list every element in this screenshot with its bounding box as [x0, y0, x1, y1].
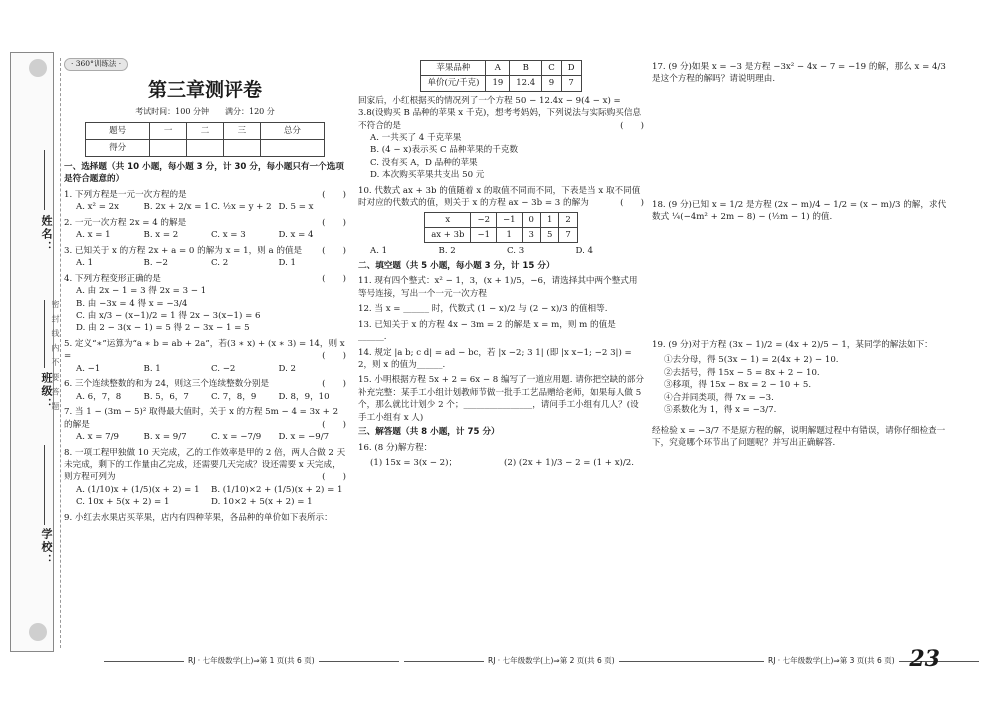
page-footer: RJ · 七年级数学(上)⇒第 3 页(共 6 页): [680, 655, 983, 666]
method-badge: · 360°训练法 ·: [64, 58, 128, 71]
question-5: 5. 定义“∗”运算为“a ∗ b = ab + 2a”，若(3 ∗ x) + (x ∗ 3) = 14，则 x = ( ): [64, 338, 346, 362]
question-8: 8. 一项工程甲独做 10 天完成，乙的工作效率是甲的 2 倍，两人合做 2 天未完成，剩下的工作量由乙完成，还需要几天完成？设还需要 x 天完成，则方程可列为 ( ): [64, 447, 346, 483]
school-label: 学校：: [40, 528, 53, 567]
score-cell: 二: [187, 123, 224, 140]
score-cell: 题号: [86, 123, 150, 140]
apple-price-table: 苹果品种 A B C D 单价(元/千克) 19 12.4 9 7: [420, 60, 581, 92]
name-label: 姓名：: [40, 215, 53, 254]
class-label: 班级：: [40, 372, 53, 411]
score-table: [85, 122, 325, 157]
section-heading: 二、填空题（共 5 小题，每小题 3 分，计 15 分）: [358, 260, 555, 271]
question-12: 12. 当 x = ______ 时，代数式 (1 − x)/2 与 (2 − x)/3 的值相等.: [358, 304, 608, 315]
question-11: 11. 现有四个整式：x² − 1，3，(x + 1)/5，−6，请选择其中两个整式用等号连接，写出一个一元一次方程: [358, 276, 638, 299]
question-7: 7. 当 1 − (3m − 5)² 取得最大值时，关于 x 的方程 5m − 4 = 3x + 2 的解是 ( ): [64, 407, 346, 430]
question-15: 15. 小明根据方程 5x + 2 = 6x − 8 编写了一道应用题. 请你把空缺的部分补充完整：某手工小组计划教师节做一批手工艺品赠给老师，如果每人做 5 个，那么就比计划少 2 个；________________，请问手工小组有几人？(设手工小组有 x 人): [358, 375, 644, 423]
question-9: 9. 小红去水果店买苹果，店内有四种苹果，各品种的单价如下表所示：: [64, 512, 333, 523]
question-19-prompt: 经检验 x = −3/7 不是原方程的解，说明解题过程中有错误，请你仔细检查一下，究竟哪个环节出了问题呢？并写出正确解答.: [652, 425, 946, 448]
question-19: 19. (9 分)对于方程 (3x − 1)/2 = (4x + 2)/5 − 1，某同学的解法如下：: [652, 339, 933, 350]
page-title: 第三章测评卷: [147, 78, 262, 101]
page-number: 23: [909, 646, 940, 672]
score-cell: 一: [150, 123, 187, 140]
column-3: [652, 58, 952, 449]
score-cell: 三: [223, 123, 260, 140]
decor-circle: [29, 623, 47, 641]
question-9-cont: 回家后，小红根据买的情况列了一个方程 50 − 12.4x − 9(4 − x) = 3.8(设购买 B 品种的苹果 x 千克)，想考考妈妈，下列说法与实际购买信息不符合的是 ( ): [358, 95, 644, 131]
question-18: 18. (9 分)已知 x = 1/2 是方程 (2x − m)/4 − 1/2 = (x − m)/3 的解，求代数式 ¼(−4m² + 2m − 8) − (½m − 1) 的值.: [652, 199, 947, 223]
decor-circle: [29, 59, 47, 77]
score-cell[interactable]: [187, 140, 224, 157]
question-13: 13. 已知关于 x 的方程 4x − 3m = 2 的解是 x = m，则 m 的值是______.: [358, 319, 616, 343]
score-cell[interactable]: [260, 140, 324, 157]
question-1: ( ) 1. 下列方程是一元一次方程的是: [64, 189, 346, 200]
class-line: [44, 300, 45, 368]
question-16-parts: (1) 15x = 3(x − 2)； (2) (2x + 1)/3 − 2 = (1 + x)/2.: [370, 458, 634, 469]
score-cell: 得分: [86, 140, 150, 157]
section-heading: 三、解答题（共 8 小题，计 75 分）: [358, 427, 500, 438]
seal-line: [60, 58, 61, 648]
answer-space[interactable]: [652, 224, 952, 336]
score-cell[interactable]: [223, 140, 260, 157]
question-6: ( ) 6. 三个连续整数的和为 24，则这三个连续整数分别是: [64, 379, 346, 390]
column-1: · 360°训练法 · 第三章测评卷 考试时间：100 分钟 满分：120 分 题号 一 二 三 总分 得分 一、选择题（共 10 小题，每小题 3 分，计 30 分，每小题只有一个选项是符合题意的） ( ) 1. 下列方程是一元一次方程的是 A. x² = 2x B. 2x + 2/x = 1 C. ½x = y + 2 D. 5 = x ( ) 2. 一元一次方程 2x = 4 的解是 A. x = 1 B. x = 2 C. x = 3 D. x = 4 ( ) 3. 已知关于 x 的方程 2x + a = 0 的解为 x = 1，则 a 的值是 A. 1 B. −2 C. 2 D. 1 ( ) 4. 下列方程变形正确的是 A. 由 2x − 1 = 3 得 2x = 3 − 1 B. 由 −3x = 4 得 x = −3/4 C. 由 x/3 − (x−1)/2 = 1 得 2x − 3(x−1) = 6 D. 由 2 − 3(x − 1) = 5 得 2 − 3x − 1 = 5 5. 定义“∗”运算为“a ∗ b = ab + 2a”，若(3 ∗ x) + (x ∗ 3) = 14，则 x = ( ) A. −1 B. 1 C. −2 D. 2 ( ) 6. 三个连续整数的和为 24，则这三个连续整数分别是 A. 6，7，8 B. 5，6，7 C. 7，8，9 D. 8，9，10 7. 当 1 − (3m − 5)² 取得最大值时，关于 x 的方程 5m − 4 = 3x + 2 的解是 ( ) A. x = 7/9 B. x = 9/7 C. x = −7/9 D. x = −9/7 8. 一项工程甲独做 10 天完成，乙的工作效率是甲的 2 倍，两人合做 2 天未完成，剩下的工作量由乙完成，还需要几天完成？设还需要 x 天完成，则方程可列为 ( ) A. (1/10)x + (1/5)(x + 2) = 1 B. (1/10)×2 + (1/5)(x + 2) = 1 C. 10x + 5(x + 2) = 1 D. 10×2 + 5(x + 2) = 1 9. 小红去水果店买苹果，店内有四种苹果，各品种的单价如下表所示：: [64, 59, 346, 523]
exam-info: 考试时间：100 分钟 满分：120 分: [135, 107, 275, 117]
score-cell[interactable]: [150, 140, 187, 157]
question-10: 10. 代数式 ax + 3b 的值随着 x 的取值不同而不同，下表是当 x 取不同值时对应的代数式的值，则关于 x 的方程 ax − 3b = 3 的解为 ( ): [358, 185, 644, 209]
score-cell: 总分: [260, 123, 324, 140]
school-line: [44, 445, 45, 525]
page-footer: RJ · 七年级数学(上)⇒第 2 页(共 6 页): [400, 655, 703, 666]
question-4: ( ) 4. 下列方程变形正确的是: [64, 273, 346, 284]
column-2: 苹果品种 A B C D 单价(元/千克) 19 12.4 9 7 回家后，小红根据买的情况列了一个方程 50 − 12.4x − 9(4 − x) = 3.8(设购买 B 品种的苹果 x 千克)，想考考妈妈，下列说法与实际购买信息不符合的是 ( ) A. 一共买了 4 千克苹果 B. (4 − x)表示买 C 品种苹果的千克数 C. 没有买 A，D 品种的苹果 D. 本次购买苹果共支出 50 元 10. 代数式 ax + 3b 的值随着 x 的取值不同而不同，下表是当 x 取不同值时对应的代数式的值，则关于 x 的方程 ax − 3b = 3 的解为 ( ) x −2 −1 0 1 2 ax + 3b −1 1 3 5 7 A. 1 B. 2 C. 3 D. 4 二、填空题（共 5 小题，每小题 3 分，计 15 分） 11. 现有四个整式：x² − 1，3，(x + 1)/5，−6，请选择其中两个整式用等号连接，写出一个一元一次方程 12. 当 x = ______ 时，代数式 (1 − x)/2 与 (2 − x)/3 的值相等. 13. 已知关于 x 的方程 4x − 3m = 2 的解是 x = m，则 m 的值是______. 14. 规定 |a b; c d| = ad − bc，若 |x −2; 3 1| (即 |x x−1; −2 3|) = 2，则 x 的值为______. 15. 小明根据方程 5x + 2 = 6x − 8 编写了一道应用题. 请你把空缺的部分补充完整：某手工小组计划教师节做一批手工艺品赠给老师，如果每人做 5 个，那么就比计划少 2 个；________________，请问手工小组有几人？(设手工小组有 x 人) 三、解答题（共 8 小题，计 75 分） 16. (8 分)解方程： (1) 15x = 3(x − 2)； (2) (2x + 1)/3 − 2 = (1 + x)/2.: [358, 58, 644, 470]
solution-steps: ①去分母，得 5(3x − 1) = 2(4x + 2) − 10. ②去括号，得 15x − 5 = 8x + 2 − 10. ③移项，得 15x − 8x = 2 − 10 + 5. ④合并同类项，得 7x = −3. ⑤系数化为 1，得 x = −3/7.: [664, 355, 839, 416]
question-17: 17. (9 分)如果 x = −3 是方程 −3x² − 4x − 7 = −19 的解，那么 x = 4/3 是这个方程的解吗？请说明理由.: [652, 62, 946, 85]
answer-space[interactable]: [652, 86, 952, 196]
section-heading: 一、选择题（共 10 小题，每小题 3 分，计 30 分，每小题只有一个选项是符合题意的）: [64, 162, 344, 185]
question-16: 16. (8 分)解方程：: [358, 442, 433, 453]
question-2: ( ) 2. 一元一次方程 2x = 4 的解是: [64, 217, 346, 228]
question-14: 14. 规定 |a b; c d| = ad − bc，若 |x −2; 3 1| (即 |x x−1; −2 3|) = 2，则 x 的值为______.: [358, 347, 632, 370]
name-line: [44, 150, 45, 210]
value-table: x −2 −1 0 1 2 ax + 3b −1 1 3 5 7: [424, 212, 578, 244]
question-3: ( ) 3. 已知关于 x 的方程 2x + a = 0 的解为 x = 1，则 a 的值是: [64, 245, 346, 256]
seal-line-text: 密 封 线 内 不 要 答 题: [51, 300, 60, 412]
page-footer: RJ · 七年级数学(上)⇒第 1 页(共 6 页): [100, 655, 403, 666]
